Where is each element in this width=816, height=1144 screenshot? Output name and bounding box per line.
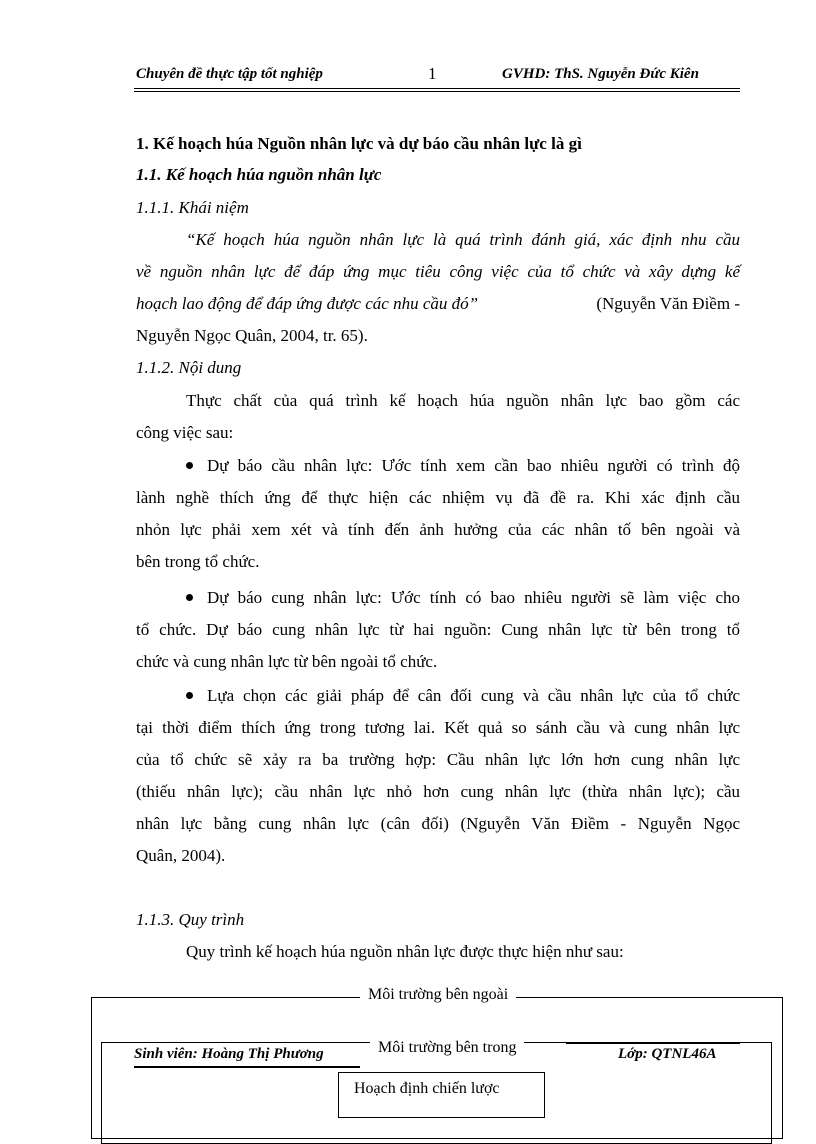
citation: (Nguyễn Văn Điềm - (596, 294, 740, 313)
citation-cont: Nguyễn Ngọc Quân, 2004, tr. 65). (136, 326, 368, 345)
paragraph-line: nhân lực bằng cung nhân lực (cân đối) (Nguyễn Văn Điềm - Nguyễn Ngọc (136, 814, 740, 833)
section-1-1-3-title: 1.1.3. Quy trình (136, 910, 245, 929)
paragraph-line: lành nghề thích ứng để thực hiện các nhiệm vụ đã đề ra. Khi xác định cầu (136, 488, 740, 507)
header-left: Chuyên đề thực tập tốt nghiệp (136, 66, 323, 82)
inner-environment-label: Môi trường bên trong (370, 1039, 524, 1057)
footer-class: Lớp: QTNL46A (614, 1046, 720, 1063)
section-1-1-1-title: 1.1.1. Khái niệm (136, 198, 249, 217)
paragraph-line: tại thời điểm thích ứng trong tương lai. Kết quả so sánh cầu và cung nhân lực (136, 718, 740, 737)
bullet-item: Dự báo cung nhân lực: Ước tính có bao nhiêu người sẽ làm việc cho (186, 588, 740, 608)
paragraph-line: Thực chất của quá trình kế hoạch húa nguồn nhân lực bao gồm các (186, 391, 740, 410)
strategic-planning-label: Hoạch định chiến lược (354, 1080, 500, 1097)
heading-1: 1. Kế hoạch húa Nguồn nhân lực và dự báo cầu nhân lực là gì (136, 134, 582, 153)
paragraph-line: công việc sau: (136, 423, 234, 442)
definition-line: về nguồn nhân lực để đáp ứng mục tiêu công việc của tổ chức và xây dựng kế (136, 262, 740, 281)
footer-rule-left (134, 1066, 360, 1068)
paragraph-line: Quy trình kế hoạch húa nguồn nhân lực được thực hiện như sau: (186, 942, 624, 961)
header-rule-bottom (134, 91, 740, 92)
footer-student: Sinh viên: Hoàng Thị Phương (134, 1046, 328, 1063)
definition-line: “Kế hoạch húa nguồn nhân lực là quá trình đánh giá, xác định nhu cầu (186, 230, 740, 249)
paragraph-line: (thiếu nhân lực); cầu nhân lực nhỏ hơn cung nhân lực (thừa nhân lực); cầu (136, 782, 740, 801)
paragraph-line: Quân, 2004). (136, 846, 226, 865)
header-right: GVHD: ThS. Nguyễn Đức Kiên (502, 66, 699, 82)
heading-1-1: 1.1. Kế hoạch húa nguồn nhân lực (136, 165, 382, 184)
paragraph-line: chức và cung nhân lực từ bên ngoài tổ chức. (136, 652, 438, 671)
paragraph-line: bên trong tổ chức. (136, 552, 260, 571)
paragraph-line: tổ chức. Dự báo cung nhân lực từ hai nguồn: Cung nhân lực từ bên trong tổ (136, 620, 740, 639)
bullet-item: Lựa chọn các giải pháp để cân đối cung và cầu nhân lực của tổ chức (186, 686, 740, 706)
section-1-1-2-title: 1.1.2. Nội dung (136, 358, 242, 377)
bullet-item: Dự báo cầu nhân lực: Ước tính xem cần bao nhiêu người có trình độ (186, 456, 740, 476)
definition-line: hoạch lao động để đáp ứng được các nhu cầu đó” (136, 294, 479, 313)
bullet-icon (186, 594, 193, 601)
page-number: 1 (428, 64, 437, 83)
bullet-icon (186, 692, 193, 699)
outer-environment-label: Môi trường bên ngoài (360, 986, 516, 1004)
footer-rule-right (566, 1042, 740, 1044)
paragraph-line: nhỏn lực phải xem xét và tính đến ảnh hưởng của các nhân tố bên ngoài và (136, 520, 740, 539)
bullet-icon (186, 462, 193, 469)
header-rule-top (134, 88, 740, 89)
paragraph-line: của tổ chức sẽ xảy ra ba trường hợp: Cầu nhân lực lớn hơn cung nhân lực (136, 750, 740, 769)
